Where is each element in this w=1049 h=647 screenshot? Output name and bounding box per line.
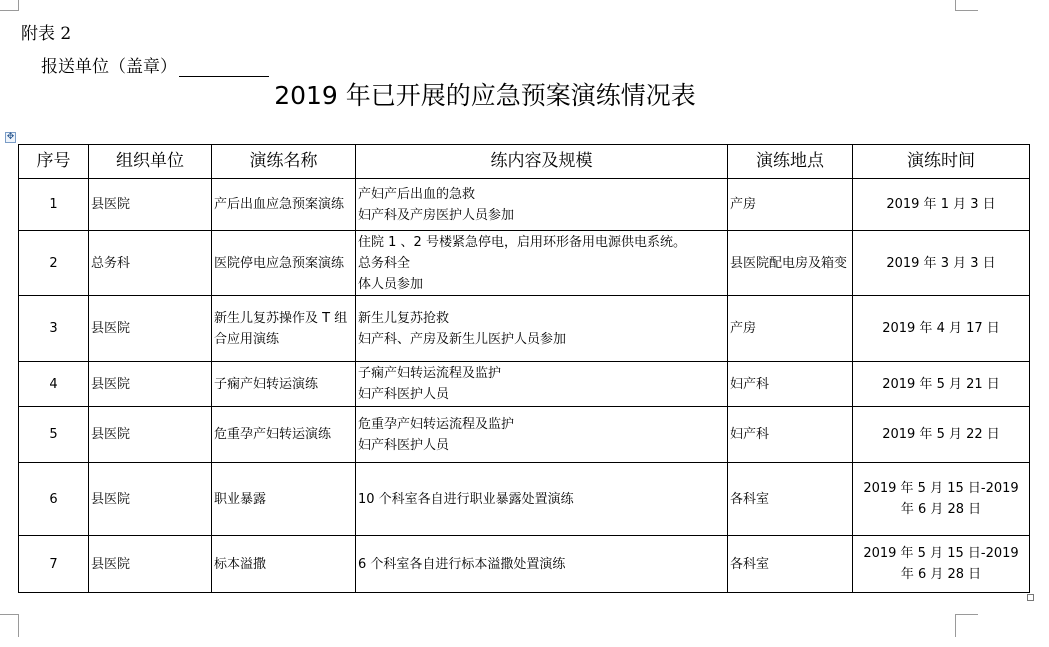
table-row [19,536,1030,593]
page-title: 2019 年已开展的应急预案演练情况表 [274,81,696,110]
cell-name: 医院停电应急预案演练 [212,231,356,296]
content-line: 住院 1 、2 号楼紧急停电，启用环形备用电源供电系统。 [358,234,686,250]
table-row [19,231,1030,296]
content-line: 妇产科医护人员 [358,437,450,453]
cell-place: 各科室 [728,536,853,593]
reporting-unit-label: 报送单位（盖章） [41,57,177,77]
cell-org: 县医院 [89,362,212,407]
cell-org: 县医院 [89,536,212,593]
cell-org: 县医院 [89,179,212,231]
cell-org: 县医院 [89,463,212,536]
cell-no: 6 [19,463,89,536]
cell-place: 各科室 [728,463,853,536]
table-header-row [19,145,1030,179]
col-header-place: 演练地点 [728,145,853,179]
cell-content: 6 个科室各自进行标本溢撒处置演练 [356,536,728,593]
drill-table [18,144,1030,593]
table-row [19,362,1030,407]
col-header-name: 演练名称 [212,145,356,179]
table-row [19,179,1030,231]
table-row [19,296,1030,362]
col-header-org: 组织单位 [89,145,212,179]
cell-org: 总务科 [89,231,212,296]
cell-time: 2019 年 5 月 15 日-2019 年 6 月 28 日 [853,463,1030,536]
cell-place: 产房 [728,296,853,362]
cell-no: 1 [19,179,89,231]
content-line: 妇产科医护人员 [358,387,450,402]
cell-org: 县医院 [89,407,212,463]
col-header-content: 练内容及规模 [356,145,728,179]
cell-content [356,296,728,362]
cell-name: 危重孕产妇转运演练 [212,407,356,463]
cell-time: 2019 年 5 月 21 日 [853,362,1030,407]
table-move-handle-icon[interactable]: ✥ [6,132,15,142]
cell-name: 职业暴露 [212,463,356,536]
content-line: 产妇产后出血的急救 [358,186,476,202]
col-header-no: 序号 [19,145,89,179]
cell-no: 2 [19,231,89,296]
table-row [19,463,1030,536]
cell-name: 标本溢撒 [212,536,356,593]
cell-place: 妇产科 [728,362,853,407]
cell-no: 5 [19,407,89,463]
cell-no: 4 [19,362,89,407]
content-line: 妇产科、产房及新生儿医护人员参加 [358,331,567,347]
cell-content [356,179,728,231]
cell-no: 7 [19,536,89,593]
cell-content [356,362,728,407]
cell-place: 县医院配电房及箱变 [728,231,853,296]
crop-mark-bottom-right [955,614,978,637]
attachment-label: 附表 2 [21,24,72,44]
crop-mark-top-right [955,0,978,11]
reporting-unit-blank[interactable] [179,60,269,77]
cell-content [356,407,728,463]
content-line: 危重孕产妇转运流程及监护 [358,416,515,432]
content-line: 新生儿复苏抢救 [358,310,450,326]
content-line: 子痫产妇转运流程及监护 [358,366,502,381]
col-header-time: 演练时间 [853,145,1030,179]
crop-mark-bottom-left [0,614,19,637]
cell-time: 2019 年 5 月 22 日 [853,407,1030,463]
cell-time: 2019 年 5 月 15 日-2019 年 6 月 28 日 [853,536,1030,593]
cell-time: 2019 年 4 月 17 日 [853,296,1030,362]
content-line: 总务科全 [358,255,411,271]
cell-name: 新生儿复苏操作及 T 组合应用演练 [212,296,356,362]
cell-time: 2019 年 1 月 3 日 [853,179,1030,231]
content-line: 体人员参加 [358,276,424,292]
reporting-unit-line [41,52,269,77]
table-resize-handle[interactable] [1027,594,1034,601]
cell-content [356,231,728,296]
content-line: 妇产科及产房医护人员参加 [358,207,515,223]
cell-time: 2019 年 3 月 3 日 [853,231,1030,296]
cell-place: 产房 [728,179,853,231]
table-row [19,407,1030,463]
cell-place: 妇产科 [728,407,853,463]
cell-org: 县医院 [89,296,212,362]
crop-mark-top-left [0,0,19,11]
cell-no: 3 [19,296,89,362]
cell-content: 10 个科室各自进行职业暴露处置演练 [356,463,728,536]
cell-name: 子痫产妇转运演练 [212,362,356,407]
cell-name: 产后出血应急预案演练 [212,179,356,231]
